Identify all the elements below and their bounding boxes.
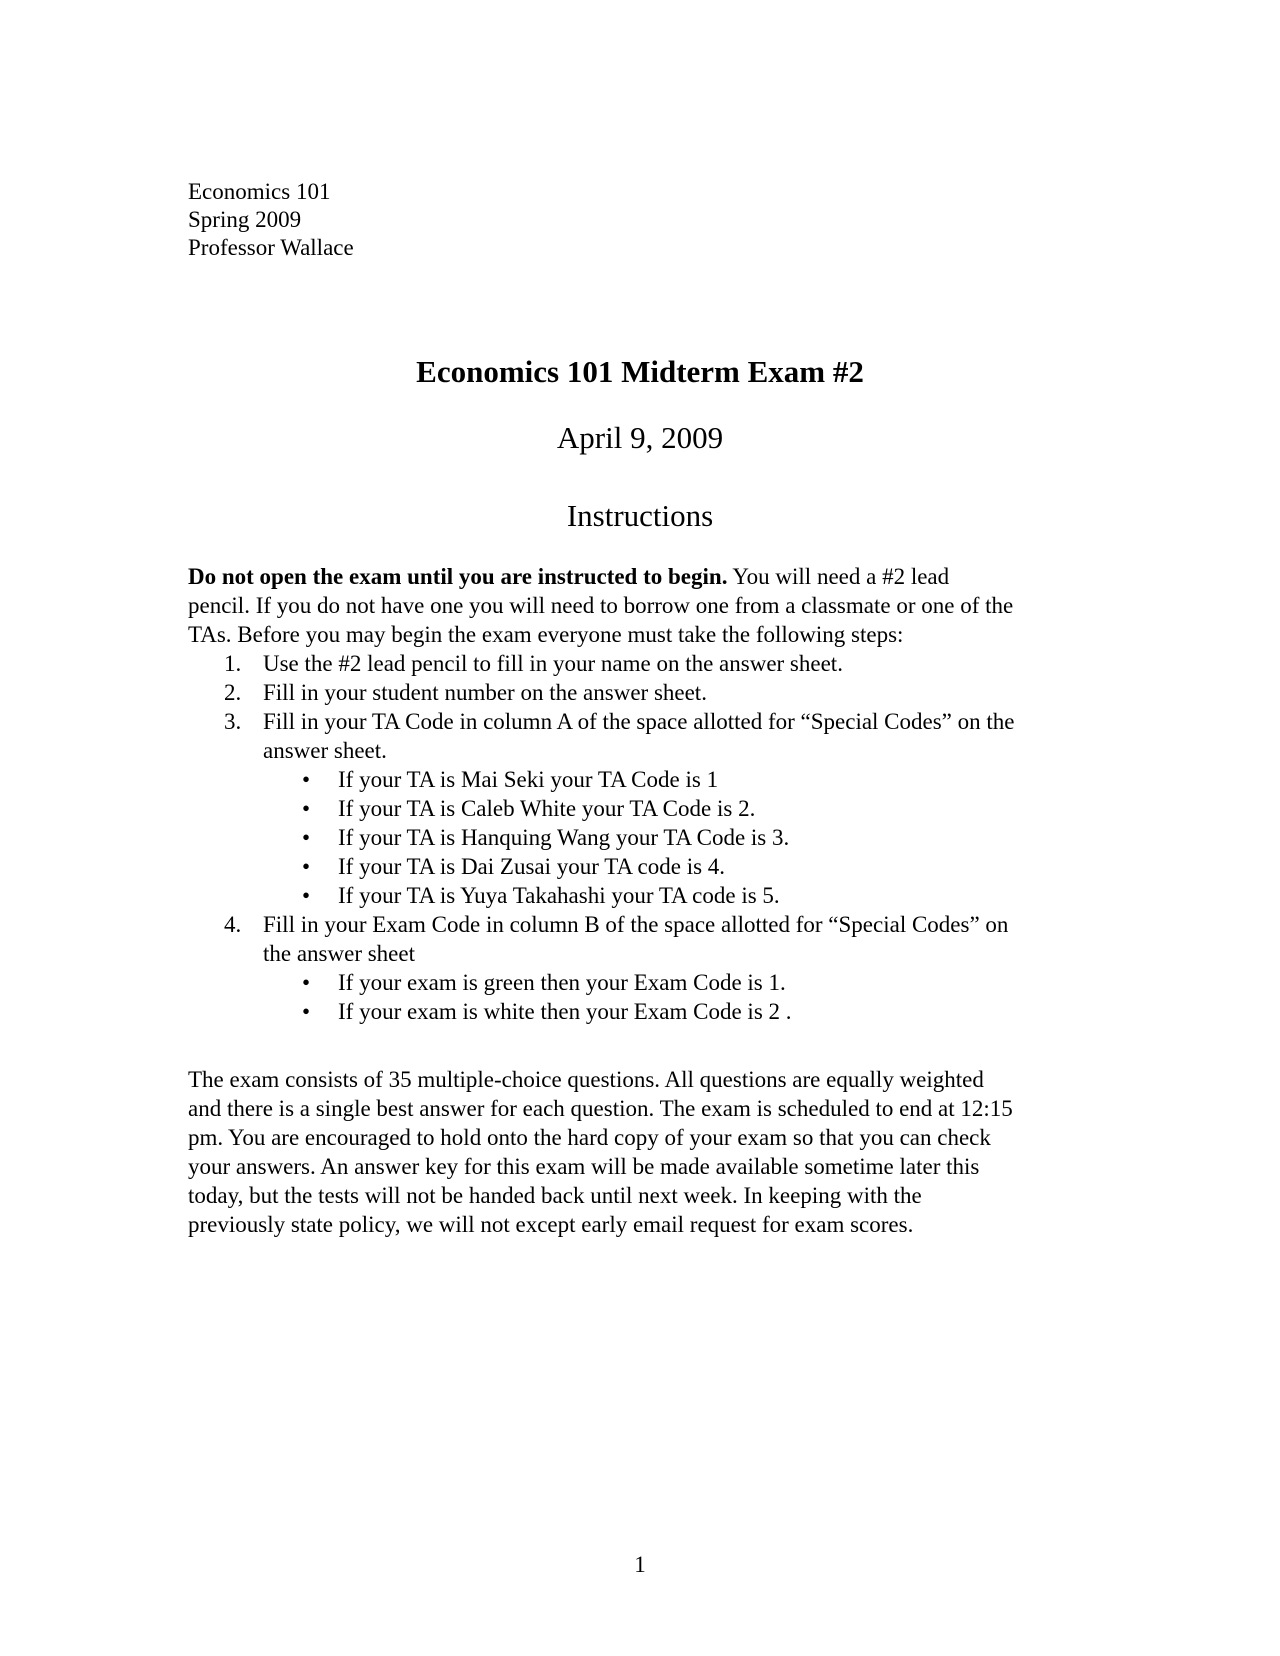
step-number: 3. xyxy=(224,709,242,734)
bullet-text: If your TA is Dai Zusai your TA code is 4. xyxy=(338,854,726,879)
closing-paragraph xyxy=(188,1065,1088,1239)
step-3-bullet-3 xyxy=(188,823,1088,852)
bullet-icon: • xyxy=(302,767,311,792)
step-4-bullet-1 xyxy=(188,968,1088,997)
exam-title: Economics 101 Midterm Exam #2 xyxy=(416,354,864,389)
bullet-text: If your TA is Caleb White your TA Code is 2. xyxy=(338,796,756,821)
bullet-icon: • xyxy=(302,970,311,995)
intro-line-1 xyxy=(188,562,1088,591)
step-3-bullet-2 xyxy=(188,794,1088,823)
exam-date: April 9, 2009 xyxy=(556,420,724,455)
intro-bold-lead: Do not open the exam until you are instructed to begin. xyxy=(188,564,728,589)
step-3-bullet-1 xyxy=(188,765,1088,794)
page-number: 1 xyxy=(634,1552,646,1577)
bullet-text: If your TA is Hanquing Wang your TA Code is 3. xyxy=(338,825,790,850)
bullet-icon: • xyxy=(302,825,311,850)
step-text: Fill in your TA Code in column A of the space allotted for “Special Codes” on the xyxy=(263,709,1015,734)
step-text: Fill in your Exam Code in column B of the space allotted for “Special Codes” on xyxy=(263,912,1009,937)
step-number: 2. xyxy=(224,680,242,705)
step-3-bullet-4 xyxy=(188,852,1088,881)
closing-line-5: today, but the tests will not be handed back until next week. In keeping with the xyxy=(188,1183,922,1208)
intro-line-1-rest: You will need a #2 lead xyxy=(727,564,950,589)
step-text: answer sheet. xyxy=(263,738,387,763)
bullet-text: If your exam is white then your Exam Code is 2 . xyxy=(338,999,792,1024)
closing-line-6: previously state policy, we will not except early email request for exam scores. xyxy=(188,1212,914,1237)
intro-line-3: TAs. Before you may begin the exam everyone must take the following steps: xyxy=(188,622,904,647)
step-text: Use the #2 lead pencil to fill in your name on the answer sheet. xyxy=(263,651,843,676)
closing-line-4: your answers. An answer key for this exam will be made available sometime later this xyxy=(188,1154,980,1179)
step-4-line-2 xyxy=(188,939,1088,968)
closing-line-2: and there is a single best answer for each question. The exam is scheduled to end at 12:15 xyxy=(188,1096,1013,1121)
step-2-line-1 xyxy=(188,678,1088,707)
bullet-text: If your TA is Mai Seki your TA Code is 1 xyxy=(338,767,719,792)
step-text: Fill in your student number on the answer sheet. xyxy=(263,680,707,705)
step-number: 1. xyxy=(224,651,242,676)
intro-line-2: pencil. If you do not have one you will need to borrow one from a classmate or one of the xyxy=(188,593,1014,618)
step-number: 4. xyxy=(224,912,242,937)
step-3-line-2 xyxy=(188,736,1088,765)
bullet-text: If your TA is Yuya Takahashi your TA code is 5. xyxy=(338,883,780,908)
bullet-icon: • xyxy=(302,883,311,908)
bullet-icon: • xyxy=(302,854,311,879)
step-3-bullet-5 xyxy=(188,881,1088,910)
instructions-body xyxy=(188,562,1088,1026)
course-instructor: Professor Wallace xyxy=(188,235,354,260)
bullet-icon: • xyxy=(302,999,311,1024)
bullet-icon: • xyxy=(302,796,311,821)
course-term: Spring 2009 xyxy=(188,207,302,232)
bullet-text: If your exam is green then your Exam Code is 1. xyxy=(338,970,786,995)
step-text: the answer sheet xyxy=(263,941,415,966)
step-1-line-1 xyxy=(188,649,1088,678)
closing-line-1: The exam consists of 35 multiple-choice questions. All questions are equally weighted xyxy=(188,1067,984,1092)
steps-list xyxy=(188,649,1088,1026)
course-name: Economics 101 xyxy=(188,179,331,204)
step-4-bullet-2 xyxy=(188,997,1088,1026)
instructions-heading: Instructions xyxy=(566,498,714,533)
step-3-line-1 xyxy=(188,707,1088,736)
course-header xyxy=(188,178,354,262)
step-4-line-1 xyxy=(188,910,1088,939)
closing-line-3: pm. You are encouraged to hold onto the hard copy of your exam so that you can check xyxy=(188,1125,991,1150)
